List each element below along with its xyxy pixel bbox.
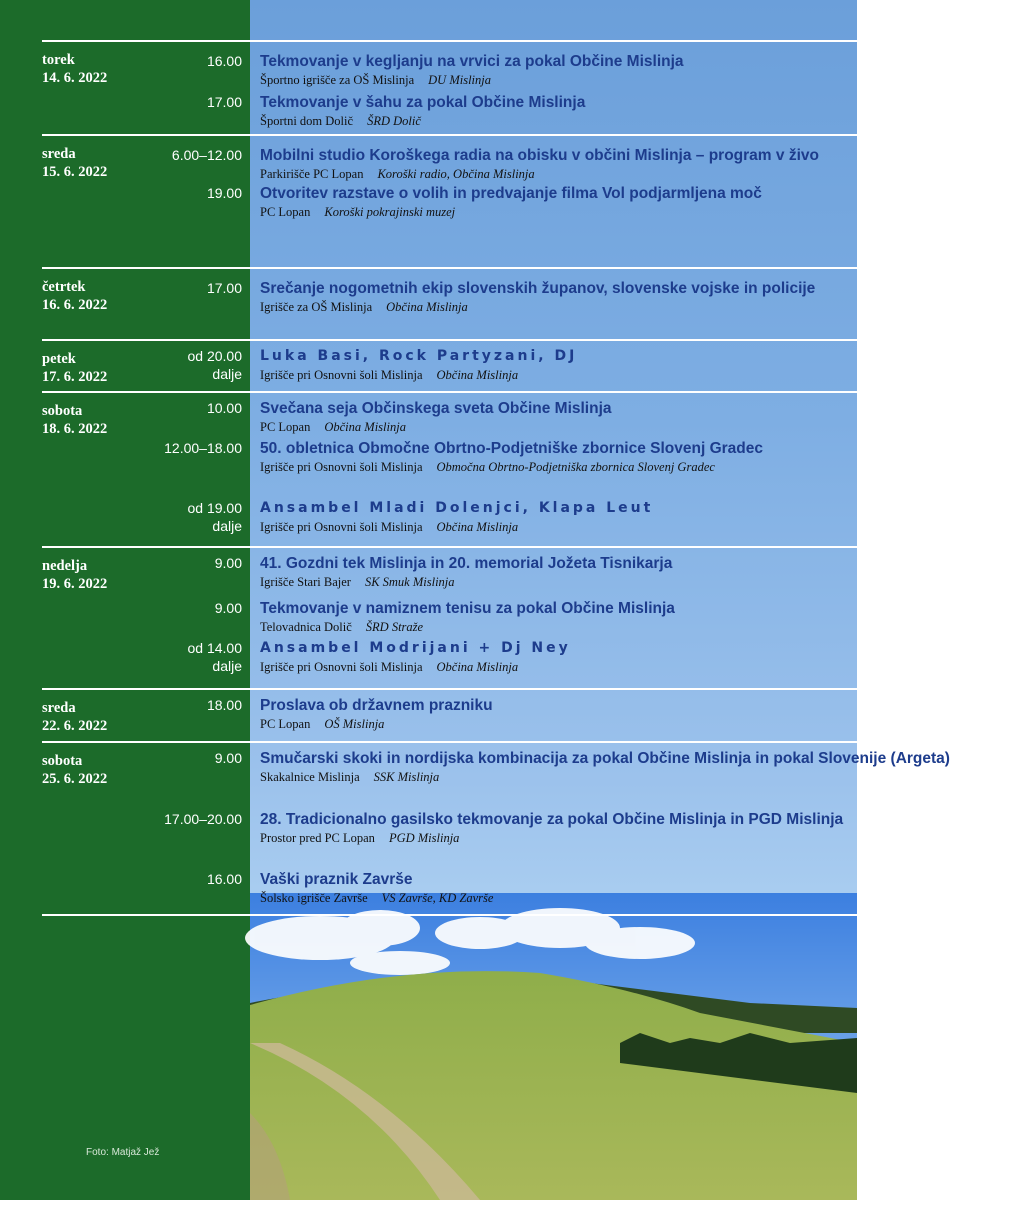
event (42, 554, 1030, 591)
time-suffix: dalje (212, 366, 242, 382)
event-time (42, 279, 242, 297)
event-details (260, 458, 1030, 476)
event-organizer: Občina Mislinja (436, 368, 519, 382)
event-details (260, 418, 1030, 436)
event-details (260, 298, 1030, 316)
day-block (42, 688, 857, 741)
event (42, 870, 1030, 907)
event-details (260, 203, 1030, 221)
event-time (42, 52, 242, 70)
date: 16. 6. 2022 (42, 297, 108, 313)
event-place: Telovadnica Dolič (260, 620, 352, 634)
time-start: od 19.00 (187, 500, 242, 516)
day-block (42, 40, 857, 134)
time-start: 18.00 (206, 697, 242, 713)
event-organizer: Koroški pokrajinski muzej (324, 205, 456, 219)
event-title: 50. obletnica Območne Obrtno-Podjetniške zbornice Slovenj Gradec (260, 440, 764, 457)
event-time (42, 870, 242, 888)
time-start: od 20.00 (187, 348, 242, 364)
event-title: Tekmovanje v šahu za pokal Občine Mislinja (260, 94, 586, 111)
event-place: Igrišče Stari Bajer (260, 575, 351, 589)
event-time (42, 810, 242, 828)
time-start: 17.00–20.00 (164, 811, 242, 827)
day-block (42, 267, 857, 339)
event-place: Skakalnice Mislinja (260, 770, 360, 784)
event-place: Igrišče pri Osnovni šoli Mislinja (260, 660, 423, 674)
date: 15. 6. 2022 (42, 164, 108, 180)
event-details (260, 768, 1030, 786)
landscape-photo (250, 893, 857, 1200)
date: 19. 6. 2022 (42, 576, 108, 592)
date: 22. 6. 2022 (42, 718, 108, 734)
event (42, 749, 1030, 786)
event-organizer: Območna Obrtno-Podjetniška zbornica Slovenj Gradec (436, 460, 715, 474)
event (42, 439, 1030, 476)
event-title: Ansambel Mladi Dolenjci, Klapa Leut (260, 500, 654, 516)
event-title: Tekmovanje v kegljanju na vrvici za pokal Občine Mislinja (260, 53, 684, 70)
event-place: PC Lopan (260, 717, 311, 731)
event (42, 184, 1030, 221)
event (42, 639, 1030, 676)
date: 17. 6. 2022 (42, 369, 108, 385)
event-organizer: SK Smuk Mislinja (364, 575, 455, 589)
event-time (42, 399, 242, 417)
event-time (42, 639, 242, 675)
event (42, 810, 1030, 847)
event-time (42, 599, 242, 617)
event-details (260, 658, 1030, 676)
event-schedule (42, 40, 950, 916)
event-time (42, 696, 242, 714)
event-organizer: SSK Mislinja (373, 770, 440, 784)
event-details (260, 715, 1030, 733)
time-start: 12.00–18.00 (164, 440, 242, 456)
time-start: od 14.00 (187, 640, 242, 656)
date: 14. 6. 2022 (42, 70, 108, 86)
event-time (42, 749, 242, 767)
event-place: Igrišče pri Osnovni šoli Mislinja (260, 368, 423, 382)
day-name: torek (42, 52, 75, 68)
event-title: Luka Basi, Rock Partyzani, DJ (260, 348, 578, 364)
event-time (42, 439, 242, 457)
event (42, 399, 1030, 436)
date: 25. 6. 2022 (42, 771, 108, 787)
event-place: Igrišče pri Osnovni šoli Mislinja (260, 460, 423, 474)
event-title: Vaški praznik Završe (260, 871, 413, 888)
event-time (42, 184, 242, 202)
event-place: Parkirišče PC Lopan (260, 167, 364, 181)
event-details (260, 889, 1030, 907)
event-organizer: Občina Mislinja (436, 660, 519, 674)
day-name: sobota (42, 753, 83, 769)
time-start: 16.00 (206, 53, 242, 69)
event-title: Proslava ob državnem prazniku (260, 697, 493, 714)
event-title: Svečana seja Občinskega sveta Občine Mislinja (260, 400, 612, 417)
time-suffix: dalje (212, 518, 242, 534)
event-time (42, 146, 242, 164)
date: 18. 6. 2022 (42, 421, 108, 437)
event-place: Športni dom Dolič (260, 114, 354, 128)
event-place: Prostor pred PC Lopan (260, 831, 375, 845)
event-details (260, 573, 1030, 591)
event (42, 146, 1030, 183)
day-block (42, 134, 857, 267)
event-title: 28. Tradicionalno gasilsko tekmovanje za pokal Občine Mislinja in PGD Mislinja (260, 811, 844, 828)
day-name: nedelja (42, 558, 88, 574)
event-organizer: Občina Mislinja (436, 520, 519, 534)
event-place: Šolsko igrišče Završe (260, 891, 368, 905)
time-start: 9.00 (214, 600, 242, 616)
event (42, 279, 1030, 316)
event (42, 52, 1030, 89)
event-organizer: VS Završe, KD Završe (381, 891, 494, 905)
time-start: 16.00 (206, 871, 242, 887)
event-organizer: ŠRD Dolič (367, 114, 421, 128)
time-start: 17.00 (206, 280, 242, 296)
event-title: Tekmovanje v namiznem tenisu za pokal Občine Mislinja (260, 600, 675, 617)
event-title: Srečanje nogometnih ekip slovenskih županov, slovenske vojske in policije (260, 280, 816, 297)
event-place: Igrišče za OŠ Mislinja (260, 300, 373, 314)
event-organizer: OŠ Mislinja (324, 717, 385, 731)
event (42, 347, 1030, 384)
event (42, 696, 1030, 733)
day-block (42, 339, 857, 391)
event-details (260, 518, 1030, 536)
event (42, 499, 1030, 536)
day-block (42, 546, 857, 688)
event-place: PC Lopan (260, 205, 311, 219)
event-place: Športno igrišče za OŠ Mislinja (260, 73, 415, 87)
event-details (260, 366, 1030, 384)
time-start: 19.00 (206, 185, 242, 201)
event-details (260, 829, 1030, 847)
day-block (42, 741, 950, 916)
event-title: 41. Gozdni tek Mislinja in 20. memorial Jožeta Tisnikarja (260, 555, 673, 572)
event-time (42, 499, 242, 535)
event-organizer: Občina Mislinja (386, 300, 468, 314)
day-name: četrtek (42, 279, 86, 295)
photo-credit: Foto: Matjaž Jež (86, 1147, 160, 1158)
time-start: 9.00 (214, 555, 242, 571)
event-title: Mobilni studio Koroškega radia na obisku v občini Mislinja – program v živo (260, 147, 819, 164)
time-start: 10.00 (206, 400, 242, 416)
event-organizer: PGD Mislinja (388, 831, 460, 845)
event-organizer: Koroški radio, Občina Mislinja (377, 167, 535, 181)
event-place: Igrišče pri Osnovni šoli Mislinja (260, 520, 423, 534)
event-organizer: ŠRD Straže (365, 620, 424, 634)
time-start: 6.00–12.00 (171, 147, 242, 163)
time-start: 9.00 (214, 750, 242, 766)
day-name: sobota (42, 403, 83, 419)
time-start: 17.00 (206, 94, 242, 110)
day-block (42, 391, 857, 546)
event-organizer: DU Mislinja (428, 73, 492, 87)
time-suffix: dalje (212, 658, 242, 674)
event-details (260, 165, 1030, 183)
event-time (42, 93, 242, 111)
event-organizer: Občina Mislinja (324, 420, 406, 434)
day-name: sreda (42, 146, 76, 162)
event (42, 93, 1030, 130)
event-details (260, 618, 1030, 636)
event-details (260, 71, 1030, 89)
day-name: sreda (42, 700, 76, 716)
event-place: PC Lopan (260, 420, 311, 434)
event-time (42, 347, 242, 383)
day-name: petek (42, 351, 76, 367)
event-title: Smučarski skoki in nordijska kombinacija za pokal Občine Mislinja in pokal Slovenije (Argeta) (260, 750, 950, 767)
event-title: Otvoritev razstave o volih in predvajanje filma Vol podjarmljena moč (260, 185, 762, 202)
event-details (260, 112, 1030, 130)
event (42, 599, 1030, 636)
event-title: Ansambel Modrijani + Dj Ney (260, 640, 571, 656)
event-time (42, 554, 242, 572)
